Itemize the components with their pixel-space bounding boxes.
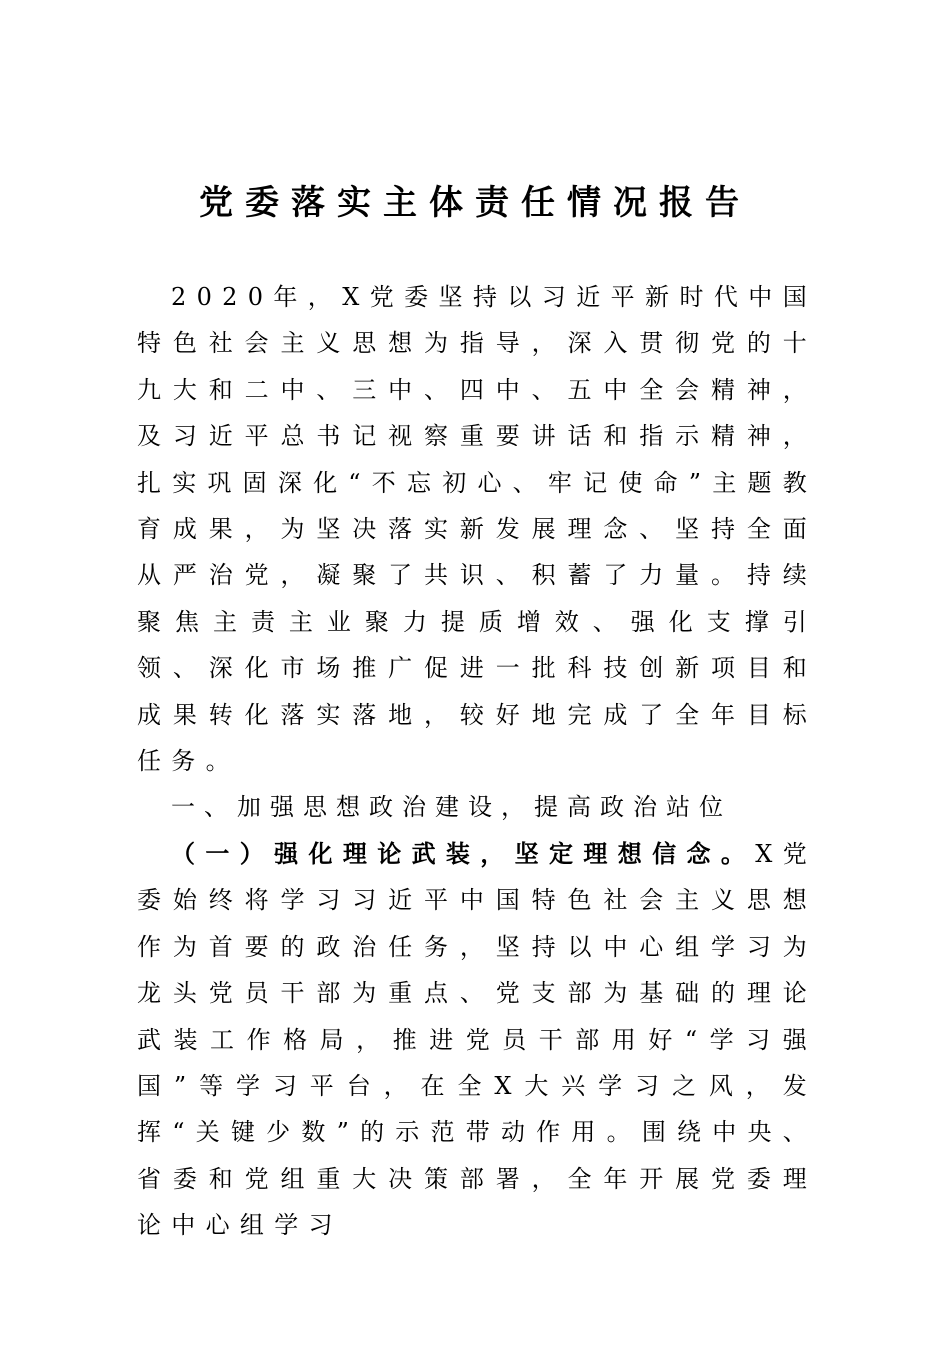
subsection-1-text: X党委始终将学习习近平中国特色社会主义思想作为首要的政治任务，坚持以中心组学习为龙头党员干部为重点、党支部为基础的理论武装工作格局，推进党员干部用好“学习强国”等学习平台，在全X大兴学习之风，发挥“关键少数”的示范带动作用。围绕中央、省委和党组重大决策部署，全年开展党委理论中心组学习 bbox=[137, 839, 818, 1240]
subsection-1-heading: （一）强化理论武装，坚定理想信念。 bbox=[171, 839, 756, 868]
section-1-heading: 一、加强思想政治建设，提高政治站位 bbox=[171, 793, 732, 822]
subsection-1-paragraph bbox=[137, 831, 817, 1249]
document-title: 党委落实主体责任情况报告 bbox=[199, 183, 751, 223]
intro-paragraph: 2020年，X党委坚持以习近平新时代中国特色社会主义思想为指导，深入贯彻党的十九大和二中、三中、四中、五中全会精神，及习近平总书记视察重要讲话和指示精神，扎实巩固深化“不忘初心、牢记使命”主题教育成果，为坚决落实新发展理念、坚持全面从严治党，凝聚了共识、积蓄了力量。持续聚焦主责主业聚力提质增效、强化支撑引领、深化市场推广促进一批科技创新项目和成果转化落实落地，较好地完成了全年目标任务。 bbox=[137, 283, 817, 776]
document-body bbox=[137, 274, 817, 1249]
